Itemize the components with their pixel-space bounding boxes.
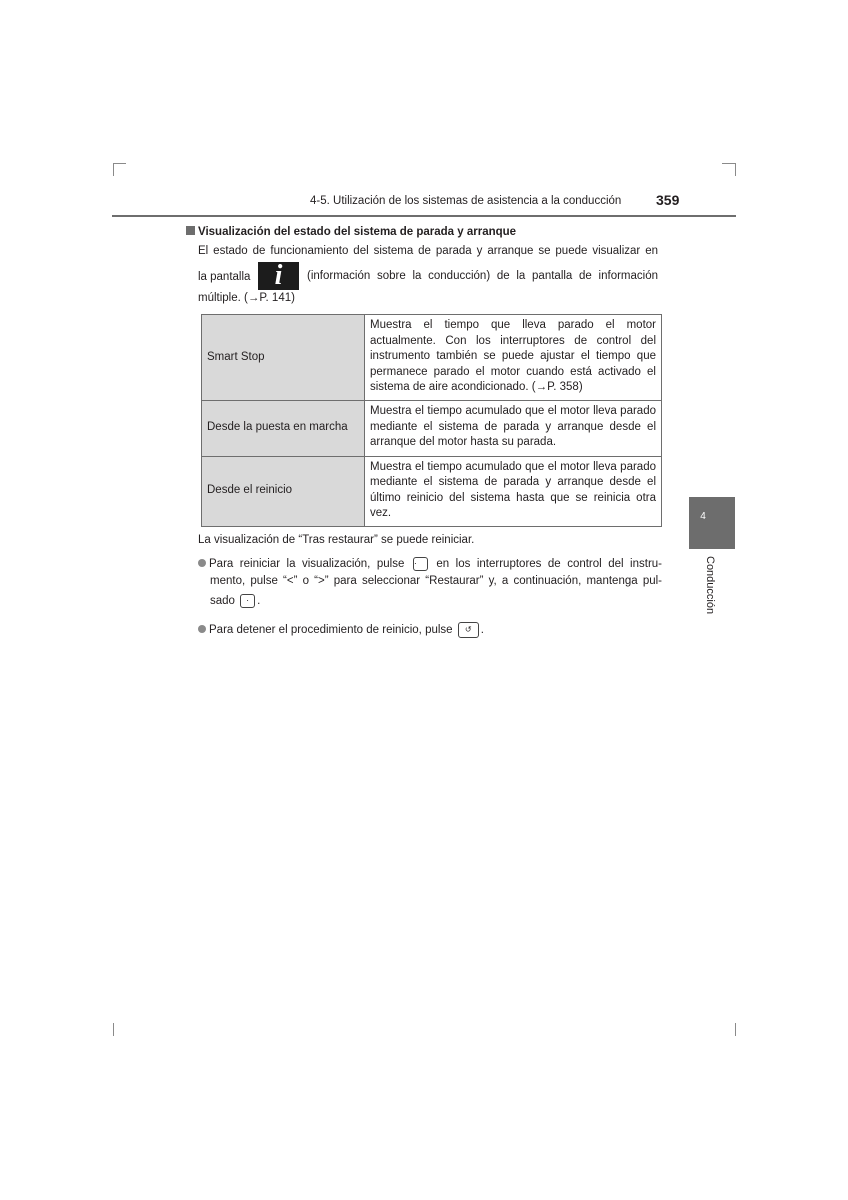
- intro-line-2-start: la pantalla: [198, 271, 251, 283]
- table-row-label: Smart Stop: [202, 315, 365, 401]
- chapter-tab: [689, 497, 735, 549]
- header-section-title: 4-5. Utilización de los sistemas de asistencia a la conducción: [310, 195, 622, 207]
- crop-mark-top-right-v: [735, 163, 736, 176]
- bullet-2: Para detener el procedimiento de reinicio, pulse ↺ .: [198, 622, 662, 639]
- bullet-1-text-b: en los interruptores de control del instru-: [436, 558, 662, 571]
- status-table: [201, 314, 662, 527]
- bullet-1-text-c: sado: [210, 595, 235, 608]
- bullet-dot-icon: [198, 625, 206, 633]
- section-heading: [186, 226, 516, 238]
- crop-mark-top-left-v: [113, 163, 114, 176]
- table-row: [202, 456, 662, 526]
- bullet-1-line-2: mento, pulse “<” o “>” para seleccionar “Restaurar” y, a continuación, mantenga pul-: [210, 574, 662, 587]
- table-row: [202, 400, 662, 456]
- ok-button-icon: ·: [240, 594, 255, 608]
- intro-line-2-end: (información sobre la conducción) de la pantalla de información: [307, 270, 658, 282]
- bullet-2-text: Para detener el procedimiento de reinicio, pulse: [209, 624, 453, 637]
- table-row-description: Muestra el tiempo acumulado que el motor lleva parado mediante el sistema de parada y arranque desde el último reinicio del sistema hasta que se reinicia otra vez.: [365, 456, 662, 526]
- header-rule: [112, 215, 736, 217]
- section-square-icon: [186, 226, 195, 235]
- table-row: [202, 315, 662, 401]
- crop-mark-bottom-right: [735, 1023, 736, 1036]
- bullet-1: [198, 557, 662, 610]
- table-row-label: Desde la puesta en marcha: [202, 400, 365, 456]
- table-row-description: Muestra el tiempo acumulado que el motor lleva parado mediante el sistema de parada y arranque desde el arranque del motor hasta su parada.: [365, 400, 662, 456]
- info-icon: i: [258, 262, 299, 290]
- page-number: 359: [656, 192, 680, 208]
- reset-note: La visualización de “Tras restaurar” se puede reiniciar.: [198, 534, 475, 546]
- intro-line-3: múltiple. (→P. 141): [198, 292, 295, 304]
- crop-mark-bottom-left: [113, 1023, 114, 1036]
- table-row-description: Muestra el tiempo que lleva parado el motor actualmente. Con los interruptores de control del instrumento también se puede ajustar el tiempo que permanece parado el motor cuando está activado el sistema de aire acondicionado. (→P. 358): [365, 315, 662, 401]
- crop-mark-top-right-h: [722, 163, 735, 164]
- bullet-1-line-1: [198, 557, 662, 573]
- section-heading-text: Visualización del estado del sistema de parada y arranque: [198, 226, 517, 238]
- chapter-tab-label: Conducción: [704, 556, 716, 615]
- bullet-1-text-a: Para reiniciar la visualización, pulse: [209, 558, 405, 571]
- bullet-1-line-3: sado · .: [210, 595, 261, 608]
- ok-button-icon: ·: [413, 557, 428, 571]
- table-row-label: Desde el reinicio: [202, 456, 365, 526]
- bullet-dot-icon: [198, 559, 206, 567]
- chapter-tab-number: 4: [700, 511, 706, 522]
- intro-line-1: El estado de funcionamiento del sistema de parada y arranque se puede visualizar en: [198, 245, 658, 257]
- crop-mark-top-left-h: [113, 163, 126, 164]
- back-button-icon: ↺: [458, 622, 479, 638]
